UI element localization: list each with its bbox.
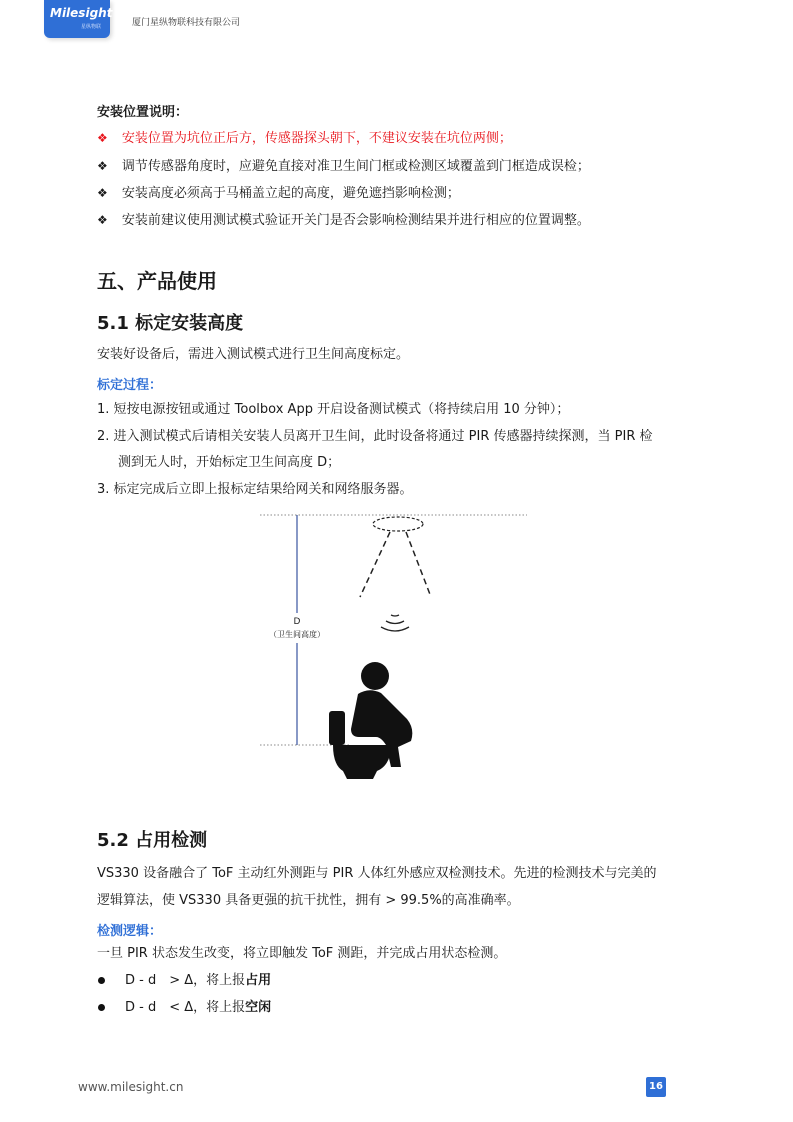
section-5-2-para-line2: 逻辑算法，使 VS330 具备更强的抗干扰性，拥有 > 99.5%的高准确率。 [97, 893, 520, 908]
sensor-icon [373, 517, 423, 531]
calibration-diagram [255, 505, 535, 785]
step-1: 1. 短按电源按钮或通过 Toolbox App 开启设备测试模式（将持续启用 10 分钟）； [97, 402, 570, 417]
diamond-bullet-icon: ❖ [97, 159, 108, 173]
bullet-dot-icon [98, 1004, 105, 1011]
footer-url: www.milesight.cn [78, 1080, 184, 1094]
rule-result: 占用 [245, 973, 272, 988]
rule-result: 空闲 [245, 1000, 272, 1015]
install-notes-title: 安装位置说明： [97, 105, 189, 120]
company-name: 厦门星纵物联科技有限公司 [132, 18, 241, 28]
person-on-toilet-icon [329, 662, 412, 779]
note-text: 调节传感器角度时，应避免直接对准卫生间门框或检测区域覆盖到门框造成误检； [121, 159, 590, 174]
signal-wave-icon [381, 615, 409, 631]
logo-text: Milesight [50, 6, 113, 20]
rule-condition: D - d < Δ，将上报 [125, 1000, 246, 1015]
note-text: 安装位置为坑位正后方，传感器探头朝下，不建议安装在坑位两侧； [121, 131, 512, 146]
logic-text: 一旦 PIR 状态发生改变，将立即触发 ToF 测距，并完成占用状态检测。 [97, 946, 507, 961]
height-label-d: D [293, 617, 301, 627]
section-5-title: 五、产品使用 [97, 269, 217, 293]
section-5-1-intro: 安装好设备后，需进入测试模式进行卫生间高度标定。 [97, 347, 410, 362]
company-logo [44, 0, 113, 38]
section-5-2-para-line1: VS330 设备融合了 ToF 主动红外测距与 PIR 人体红外感应双检测技术。先进的检测技术与完美的 [97, 866, 657, 881]
note-item-1 [97, 130, 512, 147]
logo-subtext: 星纵物联 [81, 24, 102, 30]
beam-right [406, 532, 431, 597]
section-5-2-title: 5.2 占用检测 [97, 830, 208, 851]
rule-condition: D - d > Δ，将上报 [125, 973, 246, 988]
note-text: 安装前建议使用测试模式验证开关门是否会影响检测结果并进行相应的位置调整。 [121, 213, 590, 228]
process-label: 标定过程： [97, 378, 163, 393]
diamond-bullet-icon: ❖ [97, 213, 108, 227]
rule-occupied [125, 973, 271, 989]
note-item-3 [97, 185, 460, 202]
bullet-dot-icon [98, 977, 105, 984]
note-item-2 [97, 158, 590, 175]
diamond-bullet-icon: ❖ [97, 131, 108, 145]
rule-vacant [125, 1000, 271, 1016]
note-text: 安装高度必须高于马桶盖立起的高度，避免遮挡影响检测； [121, 186, 460, 201]
page-number: 16 [646, 1077, 666, 1097]
note-item-4 [97, 212, 590, 229]
section-5-1-title: 5.1 标定安装高度 [97, 313, 244, 334]
diamond-bullet-icon: ❖ [97, 186, 108, 200]
step-2-cont: 测到无人时，开始标定卫生间高度 D； [118, 455, 341, 470]
step-2: 2. 进入测试模式后请相关安装人员离开卫生间，此时设备将通过 PIR 传感器持续探测，当 PIR 检 [97, 429, 653, 444]
beam-left [360, 532, 390, 597]
height-label-caption: （卫生间高度） [269, 630, 325, 639]
step-3: 3. 标定完成后立即上报标定结果给网关和网络服务器。 [97, 482, 413, 497]
logic-label: 检测逻辑： [97, 924, 163, 939]
